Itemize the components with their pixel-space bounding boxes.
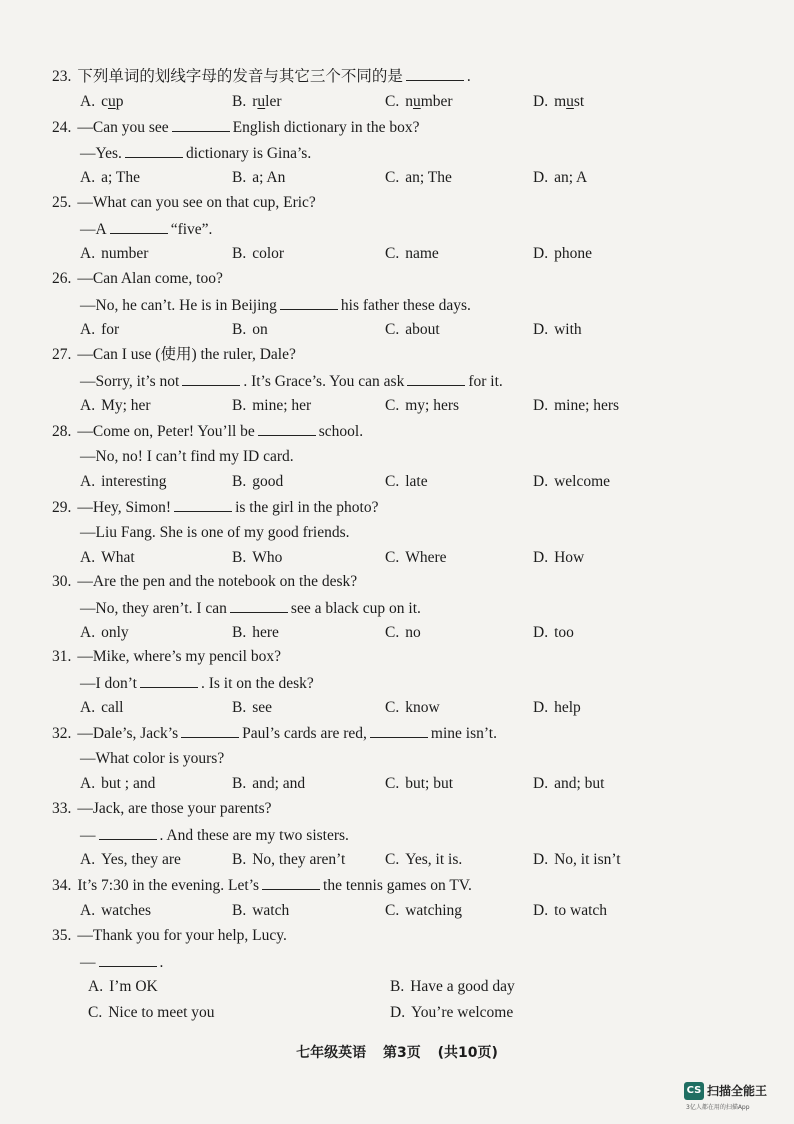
answer-blank xyxy=(125,143,183,158)
question-number: 28. xyxy=(52,423,72,440)
option-text: mine; her xyxy=(252,397,312,414)
question-stem-line xyxy=(80,749,224,769)
underlined-letter: u xyxy=(107,92,116,110)
question-stem-line xyxy=(80,371,503,392)
option-label: B. xyxy=(232,624,247,641)
question-stem-line xyxy=(52,193,316,213)
stem-text: . Is it on the desk? xyxy=(200,674,314,692)
option-a xyxy=(80,774,155,794)
question-stem-line xyxy=(52,926,287,946)
watermark-app-name: 扫描全能王 xyxy=(707,1084,768,1098)
option-d xyxy=(533,774,604,794)
answer-blank xyxy=(99,825,157,840)
option-text: phone xyxy=(554,245,592,262)
option-text: and; but xyxy=(554,775,605,792)
stem-text: —Thank you for your help, Lucy. xyxy=(77,927,287,944)
question-stem-line xyxy=(80,143,311,164)
answer-blank xyxy=(181,723,239,738)
option-b xyxy=(232,623,279,643)
stem-text: see a black cup on it. xyxy=(290,599,421,617)
answer-blank xyxy=(230,598,288,613)
question-stem-line xyxy=(52,723,497,744)
option-text: help xyxy=(554,699,581,716)
question-stem-line xyxy=(52,66,471,87)
stem-text: dictionary is Gina’s. xyxy=(185,144,312,162)
option-label: D. xyxy=(533,169,549,186)
option-label: A. xyxy=(80,624,96,641)
question-stem-line xyxy=(52,269,223,289)
option-label: D. xyxy=(533,397,549,414)
option-text: Yes, they are xyxy=(101,851,181,868)
option-label: A. xyxy=(80,549,96,566)
answer-blank xyxy=(258,421,316,436)
option-text: on xyxy=(252,321,268,338)
option-label: B. xyxy=(232,397,247,414)
question-number: 25. xyxy=(52,194,72,211)
option-text: c xyxy=(101,92,108,110)
option-d xyxy=(533,472,610,492)
option-text: No, it isn’t xyxy=(554,851,621,868)
stem-text: the tennis games on TV. xyxy=(323,877,472,894)
question-stem-line xyxy=(52,572,357,592)
footer-grade-subject: 七年级英语 xyxy=(296,1045,367,1061)
option-d xyxy=(390,1003,513,1023)
stem-text: —Sorry, it’s not xyxy=(80,372,180,390)
option-d xyxy=(533,92,584,112)
answer-blank xyxy=(110,219,168,234)
stem-text: school. xyxy=(318,423,364,440)
question-stem-line xyxy=(80,523,350,543)
option-text: with xyxy=(554,321,582,338)
question-stem-line xyxy=(52,421,363,442)
option-text: st xyxy=(573,92,585,110)
option-text: only xyxy=(101,624,129,641)
answer-blank xyxy=(370,723,428,738)
stem-text: English dictionary in the box? xyxy=(232,119,420,136)
camscanner-logo-icon: CS xyxy=(684,1082,704,1100)
option-a xyxy=(80,548,135,568)
option-label: D. xyxy=(533,549,549,566)
option-b xyxy=(232,92,282,112)
option-text: ler xyxy=(265,92,282,110)
option-text: No, they aren’t xyxy=(252,851,346,868)
option-label: D. xyxy=(533,699,549,716)
option-c xyxy=(385,901,462,921)
option-label: B. xyxy=(232,245,247,262)
stem-text: —Come on, Peter! You’ll be xyxy=(77,423,255,440)
option-label: B. xyxy=(232,901,247,919)
option-d xyxy=(533,623,574,643)
option-text: too xyxy=(554,624,574,641)
question-stem-line xyxy=(80,825,349,846)
stem-text: —Jack, are those your parents? xyxy=(77,800,272,817)
option-c xyxy=(385,698,440,718)
option-text: n xyxy=(405,92,413,110)
option-a xyxy=(80,472,167,492)
option-label: D. xyxy=(533,624,549,641)
stem-text: —No, he can’t. He is in Beijing xyxy=(80,296,277,314)
option-b xyxy=(232,901,289,921)
option-a xyxy=(88,977,158,997)
option-c xyxy=(385,548,447,568)
option-label: A. xyxy=(80,851,96,868)
question-stem-line xyxy=(80,447,294,467)
option-label: A. xyxy=(80,901,96,919)
option-text: color xyxy=(252,245,285,262)
option-label: B. xyxy=(232,473,247,490)
scanner-watermark xyxy=(684,1080,790,1114)
stem-text: —Liu Fang. She is one of my good friends. xyxy=(80,523,350,541)
option-label: C. xyxy=(385,169,400,186)
option-label: D. xyxy=(533,245,549,262)
stem-text: . xyxy=(466,68,471,85)
option-b xyxy=(232,774,305,794)
underlined-letter: u xyxy=(566,92,574,110)
stem-text: —Yes. xyxy=(80,144,122,162)
option-text: welcome xyxy=(554,473,611,490)
stem-text: —Can Alan come, too? xyxy=(77,270,223,287)
stem-text: . xyxy=(159,953,164,971)
option-b xyxy=(232,396,311,416)
stem-text: is the girl in the photo? xyxy=(235,499,379,516)
stem-text: 下列单词的划线字母的发音与其它三个不同的是 xyxy=(77,68,403,85)
option-text: Where xyxy=(405,549,447,566)
answer-blank xyxy=(407,371,465,386)
option-text: Nice to meet you xyxy=(108,1003,215,1021)
option-d xyxy=(533,548,584,568)
option-label: D. xyxy=(533,92,549,110)
question-stem-line xyxy=(80,295,471,316)
stem-text: It’s 7:30 in the evening. Let’s xyxy=(77,877,260,894)
question-stem-line xyxy=(52,647,281,667)
option-label: A. xyxy=(80,321,96,338)
option-c xyxy=(88,1003,215,1023)
question-stem-line xyxy=(80,673,314,694)
option-label: A. xyxy=(80,473,96,490)
option-c xyxy=(385,396,459,416)
option-label: C. xyxy=(385,901,400,919)
option-text: watch xyxy=(252,901,290,919)
option-text: Yes, it is. xyxy=(405,851,463,868)
option-label: C. xyxy=(385,775,400,792)
question-number: 30. xyxy=(52,573,72,590)
stem-text: . And these are my two sisters. xyxy=(159,826,349,844)
option-text: r xyxy=(252,92,258,110)
question-number: 24. xyxy=(52,119,72,136)
option-b xyxy=(232,548,282,568)
option-text: mber xyxy=(420,92,453,110)
answer-blank xyxy=(174,497,232,512)
option-label: A. xyxy=(80,169,96,186)
option-d xyxy=(533,168,587,188)
option-d xyxy=(533,901,607,921)
option-b xyxy=(232,850,345,870)
option-text: about xyxy=(405,321,440,338)
stem-text: —I don’t xyxy=(80,674,137,692)
option-label: D. xyxy=(533,473,549,490)
option-label: A. xyxy=(80,397,96,414)
option-text: no xyxy=(405,624,421,641)
stem-text: — xyxy=(80,826,96,844)
stem-text: —Mike, where’s my pencil box? xyxy=(77,648,281,665)
option-label: C. xyxy=(385,549,400,566)
answer-blank xyxy=(182,371,240,386)
stem-text: —Dale’s, Jack’s xyxy=(77,725,179,742)
option-a xyxy=(80,698,123,718)
stem-text: for it. xyxy=(468,372,503,390)
option-text: name xyxy=(405,245,439,262)
option-text: mine; hers xyxy=(554,397,620,414)
option-text: I’m OK xyxy=(109,978,158,995)
stem-text: Paul’s cards are red, xyxy=(242,725,367,742)
question-number: 29. xyxy=(52,499,72,516)
stem-text: —Can you see xyxy=(77,119,169,136)
option-a xyxy=(80,850,181,870)
option-text: number xyxy=(101,245,149,262)
option-text: m xyxy=(554,92,567,110)
question-number: 35. xyxy=(52,927,72,944)
option-text: How xyxy=(554,549,585,566)
stem-text: —Can I use (使用) the ruler, Dale? xyxy=(77,346,296,363)
option-label: B. xyxy=(232,321,247,338)
option-text: late xyxy=(405,473,428,490)
option-label: A. xyxy=(80,92,96,110)
option-label: A. xyxy=(80,775,96,792)
option-text: and; and xyxy=(252,775,306,792)
question-number: 34. xyxy=(52,877,72,894)
option-c xyxy=(385,168,452,188)
question-stem-line xyxy=(80,598,421,619)
option-c xyxy=(385,244,439,264)
stem-text: —What color is yours? xyxy=(80,749,225,767)
option-a xyxy=(80,623,129,643)
option-b xyxy=(232,244,284,264)
question-stem-line xyxy=(80,219,212,240)
underlined-letter: u xyxy=(412,92,421,110)
stem-text: —A xyxy=(80,220,107,238)
answer-blank xyxy=(280,295,338,310)
option-text: here xyxy=(252,624,279,641)
option-c xyxy=(385,472,428,492)
stem-text: —What can you see on that cup, Eric? xyxy=(77,194,316,211)
option-c xyxy=(385,623,421,643)
stem-text: mine isn’t. xyxy=(430,725,497,742)
option-c xyxy=(385,774,453,794)
question-stem-line xyxy=(52,799,271,819)
option-text: see xyxy=(252,699,273,716)
question-stem-line xyxy=(52,345,296,365)
answer-blank xyxy=(172,117,230,132)
option-text: You’re welcome xyxy=(411,1003,514,1021)
option-text: interesting xyxy=(101,473,167,490)
option-text: but ; and xyxy=(101,775,156,792)
option-label: C. xyxy=(385,851,400,868)
watermark-tagline: 3亿人都在用的扫描App xyxy=(686,1104,750,1111)
option-label: D. xyxy=(390,1003,406,1021)
option-label: C. xyxy=(88,1003,103,1021)
option-label: B. xyxy=(232,775,247,792)
option-a xyxy=(80,244,148,264)
stem-text: —Hey, Simon! xyxy=(77,499,172,516)
option-text: an; A xyxy=(554,169,588,186)
option-label: B. xyxy=(232,92,247,110)
option-text: but; but xyxy=(405,775,454,792)
stem-text: — xyxy=(80,953,96,971)
question-stem-line xyxy=(52,117,419,138)
stem-text: —Are the pen and the notebook on the desk? xyxy=(77,573,358,590)
option-text: know xyxy=(405,699,440,716)
footer-total-pages: (共10页) xyxy=(437,1045,498,1061)
answer-blank xyxy=(99,952,157,967)
option-label: D. xyxy=(533,901,549,919)
stem-text: “five”. xyxy=(170,220,213,238)
option-label: B. xyxy=(232,851,247,868)
option-text: Have a good day xyxy=(410,978,515,995)
option-text: What xyxy=(101,549,135,566)
option-b xyxy=(390,977,515,997)
answer-blank xyxy=(406,66,464,81)
option-label: D. xyxy=(533,851,549,868)
option-label: A. xyxy=(88,978,104,995)
option-label: A. xyxy=(80,699,96,716)
option-text: to watch xyxy=(554,901,608,919)
answer-blank xyxy=(140,673,198,688)
option-a xyxy=(80,168,140,188)
page-footer xyxy=(0,1042,794,1062)
stem-text: —No, they aren’t. I can xyxy=(80,599,227,617)
stem-text: his father these days. xyxy=(340,296,471,314)
option-b xyxy=(232,320,268,340)
option-a xyxy=(80,320,119,340)
option-text: watches xyxy=(101,901,151,919)
footer-page-number: 第3页 xyxy=(382,1045,421,1061)
option-text: My; her xyxy=(101,397,151,414)
option-label: C. xyxy=(385,92,400,110)
question-number: 23. xyxy=(52,68,72,85)
option-label: C. xyxy=(385,699,400,716)
option-label: A. xyxy=(80,245,96,262)
option-d xyxy=(533,320,582,340)
option-a xyxy=(80,92,123,112)
option-d xyxy=(533,396,619,416)
question-stem-line xyxy=(52,497,378,518)
question-number: 31. xyxy=(52,648,72,665)
option-c xyxy=(385,320,440,340)
question-number: 33. xyxy=(52,800,72,817)
option-label: C. xyxy=(385,397,400,414)
option-a xyxy=(80,901,151,921)
option-text: Who xyxy=(252,549,283,566)
option-c xyxy=(385,850,462,870)
question-stem-line xyxy=(80,952,163,973)
option-label: B. xyxy=(390,978,405,995)
option-label: C. xyxy=(385,245,400,262)
option-text: for xyxy=(101,321,120,338)
question-stem-line xyxy=(52,875,472,896)
option-b xyxy=(232,168,285,188)
option-b xyxy=(232,472,283,492)
answer-blank xyxy=(262,875,320,890)
option-a xyxy=(80,396,151,416)
stem-text: —No, no! I can’t find my ID card. xyxy=(80,447,294,465)
question-number: 27. xyxy=(52,346,72,363)
option-text: a; The xyxy=(101,169,140,186)
option-label: C. xyxy=(385,624,400,641)
option-c xyxy=(385,92,453,112)
question-number: 26. xyxy=(52,270,72,287)
option-d xyxy=(533,850,621,870)
option-text: call xyxy=(101,699,124,716)
option-text: an; The xyxy=(405,169,452,186)
option-label: B. xyxy=(232,549,247,566)
option-text: good xyxy=(252,473,284,490)
question-number: 32. xyxy=(52,725,72,742)
stem-text: . It’s Grace’s. You can ask xyxy=(243,372,405,390)
option-text: watching xyxy=(405,901,463,919)
option-b xyxy=(232,698,272,718)
option-text: my; hers xyxy=(405,397,460,414)
option-label: B. xyxy=(232,699,247,716)
underlined-letter: u xyxy=(257,92,266,110)
option-label: B. xyxy=(232,169,247,186)
option-text: p xyxy=(115,92,124,110)
option-label: D. xyxy=(533,321,549,338)
option-label: C. xyxy=(385,473,400,490)
option-text: a; An xyxy=(252,169,286,186)
option-d xyxy=(533,244,592,264)
option-label: C. xyxy=(385,321,400,338)
option-d xyxy=(533,698,581,718)
option-label: D. xyxy=(533,775,549,792)
